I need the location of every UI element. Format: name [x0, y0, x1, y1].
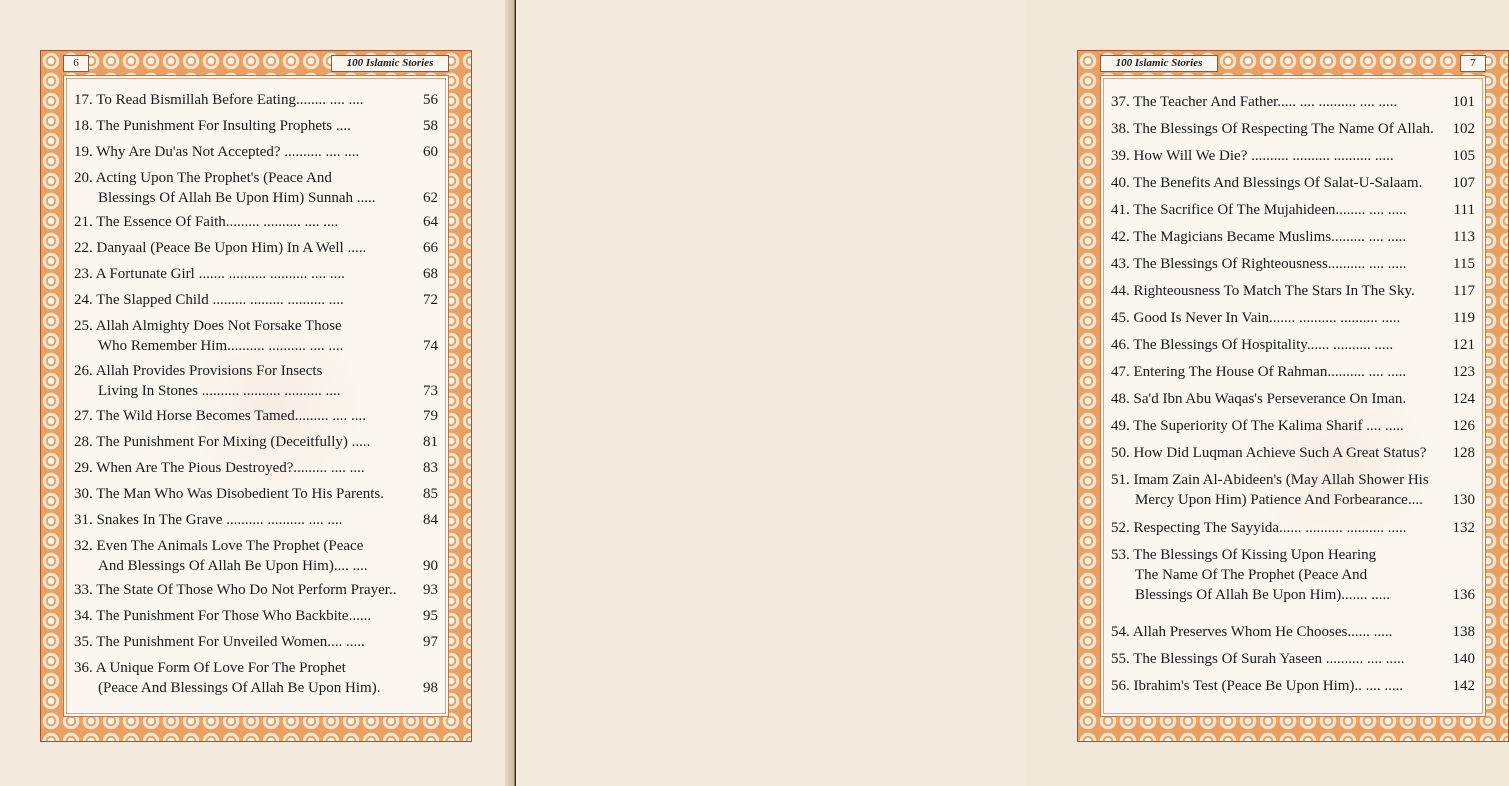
toc-entry-page-number: 74	[423, 338, 438, 354]
toc-entry-title: A Unique Form Of Love For The Prophet	[95, 660, 346, 676]
toc-entry-number: 34.	[74, 608, 93, 624]
toc-entry-line	[1111, 227, 1475, 247]
toc-entry	[1111, 92, 1475, 112]
toc-entry-line	[74, 168, 438, 188]
toc-entry-title: The Punishment For Those Who Backbite......	[96, 608, 372, 624]
toc-entry-number: 38.	[1111, 121, 1130, 137]
toc-entry-line	[74, 238, 438, 258]
toc-entry	[1111, 254, 1475, 274]
toc-entry-number: 46.	[1111, 337, 1130, 353]
toc-entry-line	[74, 458, 438, 478]
toc-entry-number: 19.	[74, 144, 93, 160]
toc-entry-title: The Magicians Became Muslims......... .... .....	[1133, 229, 1407, 245]
toc-entry-line	[74, 406, 438, 426]
toc-entry-number: 17.	[74, 92, 93, 108]
toc-entry-number: 31.	[74, 512, 93, 528]
toc-entry-page-number: 105	[1452, 148, 1475, 164]
toc-entry-title: The Sacrifice Of The Mujahideen........ .... .....	[1133, 202, 1407, 218]
toc-entry-title: How Did Luqman Achieve Such A Great Status?	[1133, 445, 1427, 461]
toc-entry-title: Allah Almighty Does Not Forsake Those	[95, 318, 342, 334]
toc-entry-page-number: 102	[1452, 121, 1475, 137]
toc-entry-number: 20.	[74, 170, 93, 186]
toc-entry-title: The Blessings Of Surah Yaseen .......... .... .....	[1133, 651, 1405, 667]
toc-entry-line	[1111, 254, 1475, 274]
toc-entry	[74, 406, 438, 426]
toc-entry	[74, 142, 438, 162]
toc-entry-number: 25.	[74, 318, 93, 334]
toc-entry-number: 45.	[1111, 310, 1130, 326]
toc-entry-number: 53.	[1111, 547, 1130, 563]
toc-entry-number: 50.	[1111, 445, 1130, 461]
toc-entry-number: 24.	[74, 292, 93, 308]
toc-entry-title-continued: And Blessings Of Allah Be Upon Him).... ....	[98, 558, 368, 574]
toc-entry-number: 37.	[1111, 94, 1130, 110]
toc-entry-title: Righteousness To Match The Stars In The Sky.	[1133, 283, 1415, 299]
right-content-panel	[1100, 75, 1486, 717]
toc-entry	[1111, 649, 1475, 669]
toc-entry-title: Acting Upon The Prophet's (Peace And	[95, 170, 332, 186]
toc-entry-page-number: 85	[423, 486, 438, 502]
toc-entry-line	[1111, 676, 1475, 696]
toc-entry-title: Good Is Never In Vain....... .......... .......... .....	[1133, 310, 1401, 326]
toc-entry-number: 27.	[74, 408, 93, 424]
toc-entry-number: 51.	[1111, 472, 1130, 488]
toc-entry-number: 28.	[74, 434, 93, 450]
toc-entry-page-number: 73	[423, 383, 438, 399]
toc-entry-number: 33.	[74, 582, 93, 598]
toc-entry	[74, 316, 438, 356]
toc-entry-title: The Superiority Of The Kalima Sharif .... .....	[1133, 418, 1404, 434]
toc-entry-title: Imam Zain Al-Abideen's (May Allah Shower His	[1133, 472, 1429, 488]
toc-entry-line	[1111, 443, 1475, 463]
toc-entry-line	[1111, 173, 1475, 193]
toc-entry-title-continued: The Name Of The Prophet (Peace And	[1135, 567, 1368, 583]
left-running-title-box	[331, 55, 449, 72]
toc-entry-number: 42.	[1111, 229, 1130, 245]
toc-entry-line	[74, 606, 438, 626]
toc-entry	[1111, 308, 1475, 328]
toc-entry	[1111, 416, 1475, 436]
toc-entry	[74, 458, 438, 478]
toc-entry-number: 44.	[1111, 283, 1130, 299]
toc-entry-title: The Blessings Of Kissing Upon Hearing	[1133, 547, 1377, 563]
toc-entry	[74, 264, 438, 284]
toc-entry-page-number: 58	[423, 118, 438, 134]
toc-entry	[74, 238, 438, 258]
toc-entry	[74, 290, 438, 310]
toc-entry-line	[74, 658, 438, 678]
toc-entry-number: 47.	[1111, 364, 1130, 380]
toc-entry-page-number: 128	[1452, 445, 1475, 461]
toc-entry-title-continued: Who Remember Him.......... .......... .... ....	[98, 338, 344, 354]
toc-entry	[1111, 362, 1475, 382]
toc-entry-page-number: 136	[1452, 587, 1475, 603]
toc-entry-title: Danyaal (Peace Be Upon Him) In A Well .....	[96, 240, 367, 256]
toc-entry-line	[74, 536, 438, 556]
toc-entry-title: The Wild Horse Becomes Tamed......... .... ....	[96, 408, 367, 424]
toc-entry-number: 26.	[74, 363, 93, 379]
toc-entry-page-number: 62	[423, 190, 438, 206]
toc-entry-page-number: 113	[1453, 229, 1475, 245]
toc-entry-number: 43.	[1111, 256, 1130, 272]
toc-entry-page-number: 123	[1452, 364, 1475, 380]
toc-entry-title: The Punishment For Unveiled Women.... .....	[96, 634, 365, 650]
toc-entry-number: 54.	[1111, 624, 1130, 640]
toc-entry-page-number: 115	[1453, 256, 1475, 272]
left-page-number-box	[63, 55, 89, 72]
right-page-border	[1077, 50, 1509, 742]
toc-entry-line	[1111, 518, 1475, 538]
toc-entry-page-number: 68	[423, 266, 438, 282]
toc-entry-line	[74, 142, 438, 162]
toc-entry	[74, 606, 438, 626]
toc-entry-number: 55.	[1111, 651, 1130, 667]
toc-entry	[74, 212, 438, 232]
toc-entry-page-number: 60	[423, 144, 438, 160]
toc-entry-title: How Will We Die? .......... .......... .......... .....	[1133, 148, 1394, 164]
toc-entry-title: The Slapped Child ......... ......... .......... ....	[96, 292, 344, 308]
toc-entry-page-number: 101	[1452, 94, 1475, 110]
toc-entry-page-number: 79	[423, 408, 438, 424]
toc-entry-line	[1111, 146, 1475, 166]
toc-entry-number: 18.	[74, 118, 93, 134]
toc-entry-title: Entering The House Of Rahman.......... .... .....	[1133, 364, 1407, 380]
toc-entry	[1111, 443, 1475, 463]
toc-entry-line	[74, 484, 438, 504]
toc-entry-page-number: 83	[423, 460, 438, 476]
toc-entry-line	[74, 510, 438, 530]
toc-entry-page-number: 95	[423, 608, 438, 624]
toc-entry-number: 21.	[74, 214, 93, 230]
toc-entry	[1111, 146, 1475, 166]
toc-entry-line	[1111, 416, 1475, 436]
toc-entry-number: 49.	[1111, 418, 1130, 434]
toc-entry	[74, 580, 438, 600]
toc-entry-number: 40.	[1111, 175, 1130, 191]
toc-entry-page-number: 84	[423, 512, 438, 528]
toc-entry-title: To Read Bismillah Before Eating........ .... ....	[96, 92, 364, 108]
toc-entry-line	[1111, 281, 1475, 301]
toc-entry-page-number: 81	[423, 434, 438, 450]
toc-entry-number: 41.	[1111, 202, 1130, 218]
toc-entry-title-continued: (Peace And Blessings Of Allah Be Upon Him).	[98, 680, 381, 696]
toc-entry	[74, 632, 438, 652]
toc-entry	[74, 484, 438, 504]
toc-entry-line	[1111, 200, 1475, 220]
toc-entry-page-number: 66	[423, 240, 438, 256]
toc-entry	[74, 116, 438, 136]
toc-entry-title: The Blessings Of Hospitality...... .......... .....	[1133, 337, 1394, 353]
toc-entry-title-continued: Blessings Of Allah Be Upon Him) Sunnah .....	[98, 190, 376, 206]
toc-entry	[1111, 470, 1475, 510]
toc-entry-line	[1111, 119, 1475, 139]
toc-entry-title: The Punishment For Mixing (Deceitfully) .....	[96, 434, 371, 450]
toc-entry-line	[1111, 389, 1475, 409]
toc-entry-title: The Teacher And Father..... .... .......... .... .....	[1133, 94, 1398, 110]
right-running-title-box	[1100, 55, 1218, 72]
toc-entry-title: Sa'd Ibn Abu Waqas's Perseverance On Iman.	[1133, 391, 1407, 407]
toc-entry-line	[1111, 308, 1475, 328]
left-page	[0, 0, 512, 786]
toc-entry-page-number: 117	[1453, 283, 1475, 299]
toc-entry-title: The Punishment For Insulting Prophets ....	[96, 118, 351, 134]
toc-entry	[74, 658, 438, 698]
toc-entry-page-number: 138	[1452, 624, 1475, 640]
left-running-title: 100 Islamic Stories	[346, 57, 434, 69]
toc-entry-line	[1111, 92, 1475, 112]
toc-entry	[1111, 518, 1475, 538]
toc-entry-line	[74, 290, 438, 310]
toc-entry-page-number: 142	[1452, 678, 1475, 694]
toc-entry-page-number: 90	[423, 558, 438, 574]
toc-entry-line	[74, 361, 438, 381]
toc-entry	[74, 90, 438, 110]
toc-entry-title: A Fortunate Girl ....... .......... .......... .... ....	[95, 266, 345, 282]
toc-entry-number: 48.	[1111, 391, 1130, 407]
toc-entry-title: Even The Animals Love The Prophet (Peace	[96, 538, 364, 554]
toc-entry-page-number: 98	[423, 680, 438, 696]
toc-entry-line	[1111, 362, 1475, 382]
toc-entry-number: 32.	[74, 538, 93, 554]
toc-entry-page-number: 64	[423, 214, 438, 230]
left-page-number: 6	[73, 57, 79, 69]
toc-entry-title: The State Of Those Who Do Not Perform Prayer..	[96, 582, 397, 598]
toc-entry-title: Allah Provides Provisions For Insects	[95, 363, 323, 379]
toc-entry	[1111, 622, 1475, 642]
toc-entry-title: Snakes In The Grave .......... .......... .... ....	[96, 512, 343, 528]
toc-entry	[74, 168, 438, 208]
toc-entry-line	[1111, 622, 1475, 642]
left-page-border	[40, 50, 472, 742]
toc-entry-number: 36.	[74, 660, 93, 676]
right-page-number: 7	[1470, 57, 1476, 69]
toc-entry	[1111, 335, 1475, 355]
toc-entry-page-number: 126	[1452, 418, 1475, 434]
toc-entry-line	[74, 632, 438, 652]
right-running-title: 100 Islamic Stories	[1115, 57, 1203, 69]
toc-entry-line	[74, 264, 438, 284]
toc-entry-line	[74, 90, 438, 110]
toc-entry-line	[74, 116, 438, 136]
toc-entry	[1111, 119, 1475, 139]
toc-entry-title: Why Are Du'as Not Accepted? .......... .... ....	[96, 144, 360, 160]
toc-entry-number: 56.	[1111, 678, 1130, 694]
toc-entry-page-number: 72	[423, 292, 438, 308]
toc-entry-title: The Blessings Of Respecting The Name Of Allah.	[1133, 121, 1434, 137]
toc-entry-page-number: 130	[1452, 492, 1475, 508]
toc-entry-title-continued: Mercy Upon Him) Patience And Forbearance....	[1135, 492, 1423, 508]
toc-entry-page-number: 111	[1453, 202, 1475, 218]
toc-entry	[74, 510, 438, 530]
toc-entry	[1111, 676, 1475, 696]
toc-entry	[1111, 173, 1475, 193]
toc-entry-title: The Benefits And Blessings Of Salat-U-Salaam.	[1133, 175, 1423, 191]
toc-entry	[1111, 200, 1475, 220]
toc-entry-number: 35.	[74, 634, 93, 650]
toc-entry-page-number: 107	[1452, 175, 1475, 191]
toc-entry-title: The Essence Of Faith......... .......... .... ....	[96, 214, 339, 230]
toc-entry-page-number: 93	[423, 582, 438, 598]
toc-entry-page-number: 121	[1452, 337, 1475, 353]
toc-entry-page-number: 140	[1452, 651, 1475, 667]
toc-entry	[74, 536, 438, 576]
toc-entry-page-number: 124	[1452, 391, 1475, 407]
toc-entry-line	[1111, 470, 1475, 490]
toc-entry	[1111, 281, 1475, 301]
toc-entry-line	[74, 432, 438, 452]
toc-entry-title: Ibrahim's Test (Peace Be Upon Him).. .... .....	[1133, 678, 1404, 694]
toc-entry-page-number: 119	[1453, 310, 1475, 326]
toc-entry-title-continued: Blessings Of Allah Be Upon Him)....... .....	[1135, 587, 1390, 603]
toc-entry	[1111, 545, 1475, 605]
toc-entry-number: 52.	[1111, 520, 1130, 536]
toc-entry-title: When Are The Pious Destroyed?......... .... ....	[96, 460, 365, 476]
toc-entry-line	[74, 212, 438, 232]
toc-entry-title-continued: Living In Stones .......... .......... .......... ....	[98, 383, 341, 399]
toc-entry-page-number: 56	[423, 92, 438, 108]
toc-entry-title: Allah Preserves Whom He Chooses...... .....	[1132, 624, 1393, 640]
toc-entry-number: 22.	[74, 240, 93, 256]
toc-entry-page-number: 132	[1452, 520, 1475, 536]
toc-entry-number: 23.	[74, 266, 93, 282]
toc-entry-title: Respecting The Sayyida...... .......... .......... .....	[1133, 520, 1407, 536]
toc-entry-line	[1111, 649, 1475, 669]
toc-entry-title: The Man Who Was Disobedient To His Parents.	[96, 486, 384, 502]
toc-entry-line	[1111, 545, 1475, 565]
toc-entry-line	[1111, 335, 1475, 355]
toc-entry	[1111, 389, 1475, 409]
toc-entry-line	[74, 316, 438, 336]
right-page	[516, 0, 1476, 786]
right-page-number-box	[1460, 55, 1486, 72]
toc-entry	[74, 361, 438, 401]
toc-entry	[1111, 227, 1475, 247]
toc-entry-number: 30.	[74, 486, 93, 502]
toc-entry-number: 39.	[1111, 148, 1130, 164]
toc-entry	[74, 432, 438, 452]
toc-entry-line	[74, 580, 438, 600]
toc-entry-title: The Blessings Of Righteousness.......... .... .....	[1133, 256, 1407, 272]
left-content-panel	[63, 75, 449, 717]
toc-entry-page-number: 97	[423, 634, 438, 650]
toc-entry-number: 29.	[74, 460, 93, 476]
